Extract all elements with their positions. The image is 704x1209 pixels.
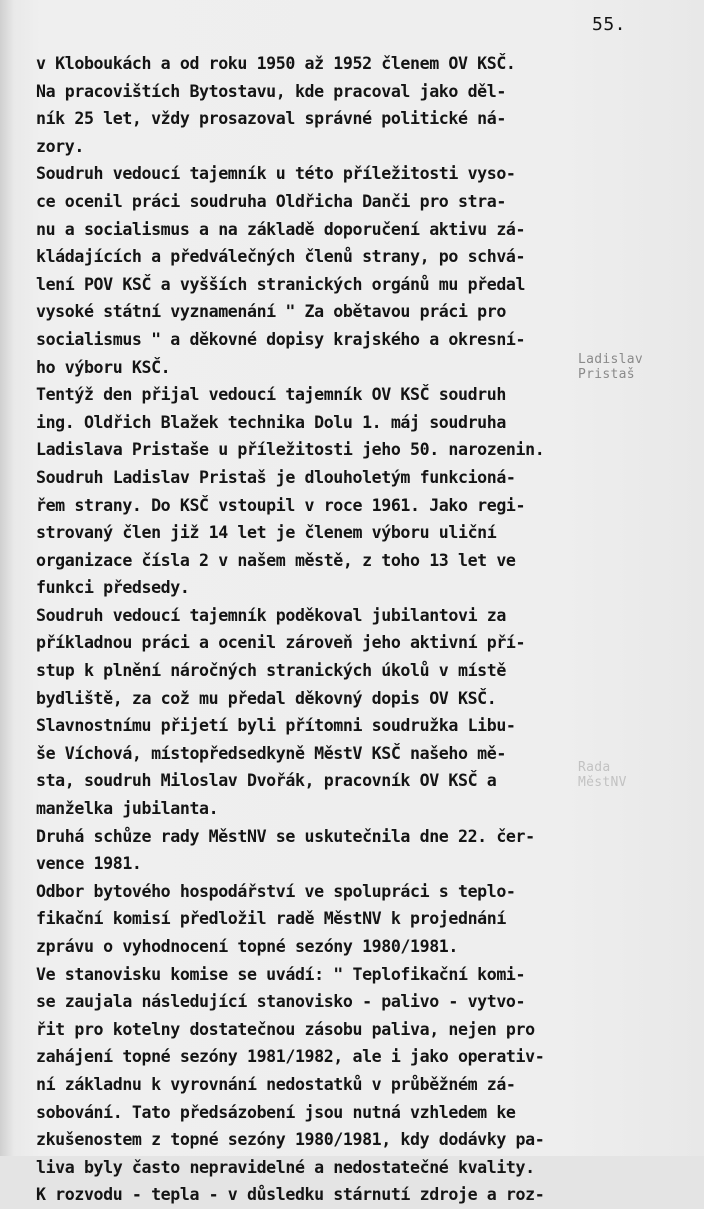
text-line: se zaujala následující stanovisko - palivo - vytvo- [36,992,526,1012]
margin-note-line: Pristaš [578,367,635,382]
text-line: vysoké státní vyznamenání " Za obětavou práci pro [36,302,506,322]
margin-note-line: Ladislav [578,352,644,367]
text-line: stup k plnění náročných stranických úkolů v místě [36,661,506,681]
text-line: sta, soudruh Miloslav Dvořák, pracovník OV KSČ a [36,771,497,791]
text-line: Ve stanovisku komise se uvádí: " Teplofikační komi- [36,964,526,984]
text-line: řem strany. Do KSČ vstoupil v roce 1961. Jako regi- [36,495,526,515]
text-line: Soudruh Ladislav Pristaš je dlouholetým funkcioná- [36,467,516,487]
text-line: organizace čísla 2 v našem městě, z toho 13 let ve [36,550,516,570]
text-line: ní základnu k vyrovnání nedostatků v průběžném zá- [36,1074,516,1094]
text-line: Tentýž den přijal vedoucí tajemník OV KSČ soudruh [36,385,506,405]
text-line: v Kloboukách a od roku 1950 až 1952 členem OV KSČ. [36,54,516,73]
text-line: zprávu o vyhodnocení topné sezóny 1980/1981. [36,937,458,956]
text-line: ho výboru KSČ. [36,357,171,377]
margin-note-pristas [578,352,688,382]
text-line: Druhá schůze rady MěstNV se uskutečnila dne 22. čer- [36,826,535,846]
text-line: Ladislava Pristaše u příležitosti jeho 50. narozenin. [36,440,545,460]
text-line: příkladnou práci a ocenil zároveň jeho aktivní pří- [36,633,526,653]
text-line: lení POV KSČ a vyšších stranických orgánů mu předal [36,274,526,294]
text-line: ing. Oldřich Blažek technika Dolu 1. máj soudruha [36,412,506,432]
body-text [36,50,566,1209]
text-line: zkušenostem z topné sezóny 1980/1981, kdy dodávky pa- [36,1130,545,1150]
text-line: Slavnostnímu přijetí byli přítomni soudružka Libu- [36,716,516,736]
margin-note-line: MěstNV [578,775,627,790]
text-line: zory. [36,136,84,156]
text-line: vence 1981. [36,854,142,874]
text-line: nu a socialismus a na základě doporučení aktivu zá- [36,219,526,239]
text-line: še Víchová, místopředsedkyně MěstV KSČ našeho mě- [36,743,506,763]
margin-note-rada [578,760,688,790]
text-line: Odbor bytového hospodářství ve spolupráci s teplo- [36,881,516,901]
text-line: ník 25 let, vždy prosazoval správné politické ná- [36,109,506,129]
text-line: liva byly často nepravidelné a nedostatečné kvality. [36,1157,535,1177]
text-line: fikační komisí předložil radě MěstNV k projednání [36,909,506,929]
text-line: bydliště, za což mu předal děkovný dopis OV KSČ. [36,688,497,708]
text-line: strovaný člen již 14 let je členem výboru uliční [36,523,497,543]
text-line: funkci předsedy. [36,578,190,598]
text-line: kládajících a předválečných členů strany, po schvá- [36,247,526,267]
text-line: řit pro kotelny dostatečnou zásobu paliva, nejen pro [36,1019,535,1039]
text-line: socialismus " a děkovné dopisy krajského a okresní- [36,329,526,349]
text-line: Na pracovištích Bytostavu, kde pracoval jako děl- [36,81,506,101]
text-line: ce ocenil práci soudruha Oldřicha Danči pro stra- [36,191,506,211]
page-number: 55. [592,14,627,35]
text-line: zahájení topné sezóny 1981/1982, ale i jako operativ- [36,1047,545,1067]
text-line: K rozvodu - tepla - v důsledku stárnutí zdroje a roz- [36,1185,545,1205]
text-line: manželka jubilanta. [36,799,219,819]
text-line: Soudruh vedoucí tajemník poděkoval jubilantovi za [36,605,506,625]
text-line: Soudruh vedoucí tajemník u této příležitosti vyso- [36,164,516,184]
text-line: sobování. Tato předsázobení jsou nutná vzhledem ke [36,1102,516,1122]
margin-note-line: Rada [578,760,611,775]
